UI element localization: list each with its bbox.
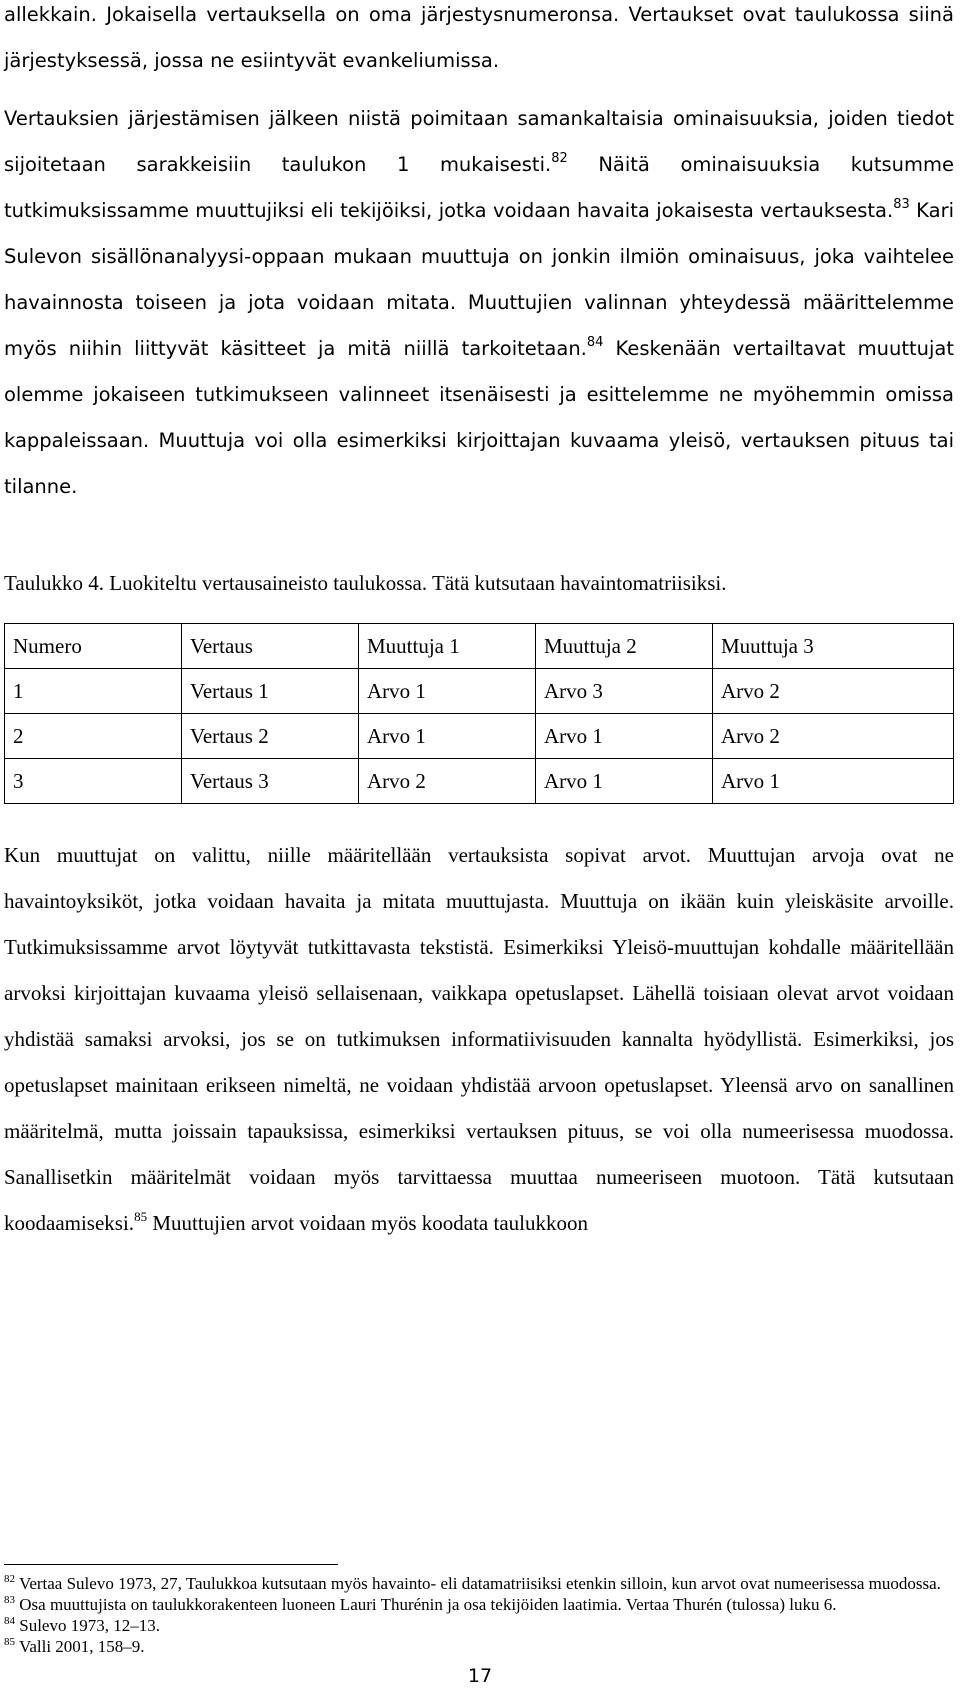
table-cell: Vertaus 3 bbox=[182, 759, 359, 804]
table-cell: 2 bbox=[5, 714, 182, 759]
table-cell: Arvo 1 bbox=[359, 669, 536, 714]
table-cell: Arvo 2 bbox=[713, 714, 954, 759]
paragraph-variables: Vertauksien järjestämisen jälkeen niistä poimitaan samankaltaisia ominaisuuksia, joiden tiedot sijoitetaan sarakkeisiin taulukon 1 mukaisesti.$^{82}$ Näitä ominaisuuksia kutsumme tutkimuksissamme muuttujiksi eli tekijöiksi, jotka voidaan havaita jokaisesta vertauksesta.$^{83}$ Kari Sulevon sisällönanalyysi-oppaan mukaan muuttuja on jonkin ilmiön ominaisuus, joka vaihtelee havainnosta toiseen ja jota voidaan mitata. Muuttujien valinnan yhteydessä määrittelemme myös niihin liittyvät käsitteet ja mitä niillä tarkoitetaan.$^{84}$ Keskenään vertailtavat muuttujat olemme jokaiseen tutkimukseen valinneet itsenäisesti ja esittelemme ne myöhemmin omissa kappaleissaan. Muuttuja voi olla esimerkiksi kirjoittajan kuvaama yleisö, vertauksen pituus tai tilanne. bbox=[4, 107, 955, 498]
header-cell: Numero bbox=[5, 624, 182, 669]
table-cell: Arvo 1 bbox=[536, 759, 713, 804]
footnote-82: $^{82}$ Vertaa Sulevo 1973, 27, Taulukkoa kutsutaan myös havainto- eli datamatriisiksi etenkin silloin, kun arvot ovat numeerisessa muodossa. bbox=[4, 1573, 941, 1593]
table-cell: Vertaus 2 bbox=[182, 714, 359, 759]
table-cell: Arvo 2 bbox=[713, 669, 954, 714]
table-cell: Vertaus 1 bbox=[182, 669, 359, 714]
footnote-divider bbox=[4, 1564, 338, 1565]
header-cell: Muuttuja 2 bbox=[536, 624, 713, 669]
table-row bbox=[5, 714, 954, 759]
header-cell: Muuttuja 1 bbox=[359, 624, 536, 669]
header-cell: Vertaus bbox=[182, 624, 359, 669]
header-cell: Muuttuja 3 bbox=[713, 624, 954, 669]
table-cell: 1 bbox=[5, 669, 182, 714]
observation-matrix-table bbox=[4, 623, 954, 804]
footnote-85: $^{85}$ Valli 2001, 158–9. bbox=[4, 1636, 145, 1656]
table-row bbox=[5, 669, 954, 714]
footnote-84: $^{84}$ Sulevo 1973, 12–13. bbox=[4, 1615, 160, 1635]
table-row bbox=[5, 759, 954, 804]
table-cell: 3 bbox=[5, 759, 182, 804]
table-cell: Arvo 1 bbox=[713, 759, 954, 804]
page-number: 17 bbox=[467, 1665, 493, 1687]
footnote-83: $^{83}$ Osa muuttujista on taulukkorakenteen luoneen Lauri Thurénin ja osa tekijöiden laatimia. Vertaa Thurén (tulossa) luku 6. bbox=[4, 1594, 837, 1614]
table-cell: Arvo 1 bbox=[359, 714, 536, 759]
paragraph-intro: allekkain. Jokaisella vertauksella on oma järjestysnumeronsa. Vertaukset ovat taulukossa siinä järjestyksessä, jossa ne esiintyvät evankeliumissa. bbox=[4, 3, 954, 72]
table-header-row bbox=[5, 624, 954, 669]
table-caption: Taulukko 4. Luokiteltu vertausaineisto taulukossa. Tätä kutsutaan havaintomatriisiksi. bbox=[4, 571, 727, 595]
footnotes bbox=[4, 1573, 954, 1657]
table-cell: Arvo 2 bbox=[359, 759, 536, 804]
table-cell: Arvo 3 bbox=[536, 669, 713, 714]
paragraph-values: Kun muuttujat on valittu, niille määritellään vertauksista sopivat arvot. Muuttujan arvoja ovat ne havaintoyksiköt, jotka voidaan havaita ja mitata muuttujasta. Muuttuja on ikään kuin yleiskäsite arvoille. Tutkimuksissamme arvot löytyvät tutkittavasta tekstistä. Esimerkiksi Yleisö-muuttujan kohdalle määritellään arvoksi kirjoittajan kuvaama yleisö sellaisenaan, vaikkapa opetuslapset. Lähellä toisiaan olevat arvot voidaan yhdistää samaksi arvoksi, jos se on tutkimuksen informatiivisuuden kannalta hyödyllistä. Esimerkiksi, jos opetuslapset mainitaan erikseen nimeltä, ne voidaan yhdistää arvoon opetuslapset. Yleensä arvo on sanallinen määritelmä, mutta joissain tapauksissa, esimerkiksi vertauksen pituus, se voi olla numeerisessa muodossa. Sanallisetkin määritelmät voidaan myös tarvittaessa muuttaa numeeriseen muotoon. Tätä kutsutaan koodaamiseksi.$^{85}$ Muuttujien arvot voidaan myös koodata taulukkoon bbox=[4, 843, 954, 1235]
table-cell: Arvo 1 bbox=[536, 714, 713, 759]
